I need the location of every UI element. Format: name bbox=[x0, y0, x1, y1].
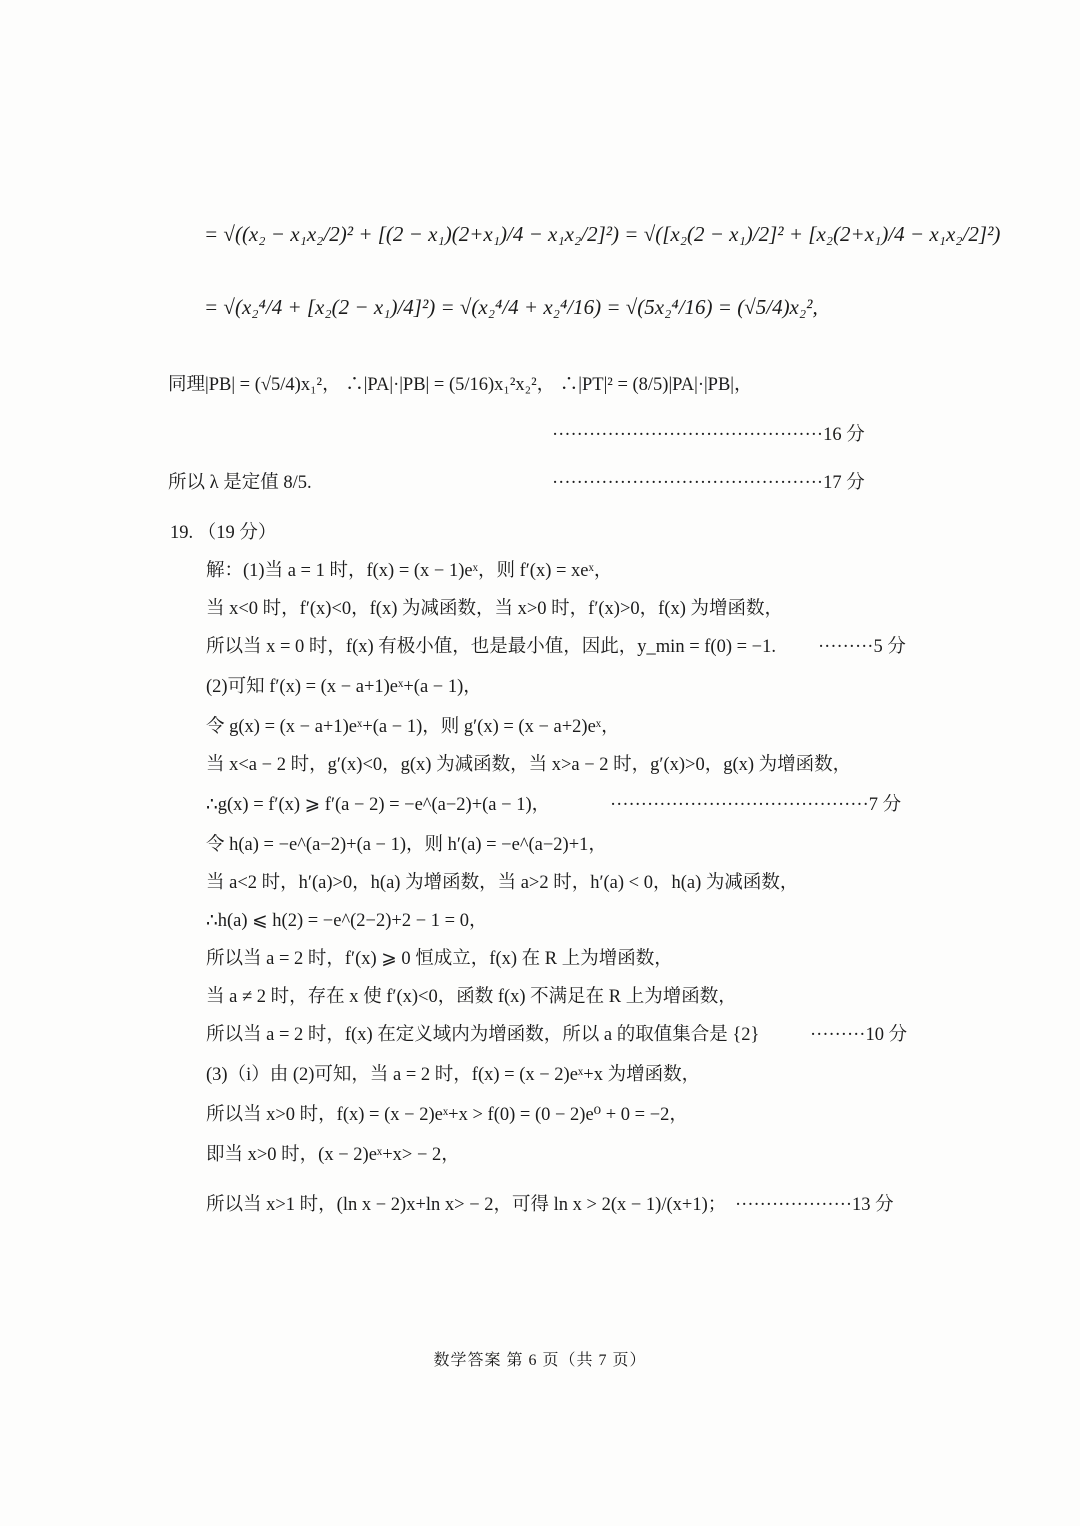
line-text: 当 x<0 时，f′(x)<0，f(x) 为减函数，当 x>0 时，f′(x)>0，f(x) 为增函数， bbox=[206, 599, 784, 619]
line-text: ∴g(x) = f′(x) ⩾ f′(a − 2) = −e^(a−2)+(a − 1)， bbox=[206, 795, 551, 815]
line-text: 解：(1)当 a = 1 时，f(x) = (x − 1)eˣ，则 f′(x) = xeˣ， bbox=[206, 561, 613, 581]
line-text: 所以当 x>0 时，f(x) = (x − 2)eˣ+x > f(0) = (0 − 2)e⁰ + 0 = −2， bbox=[206, 1105, 688, 1125]
line-text: 令 g(x) = (x − a+1)eˣ+(a − 1)，则 g′(x) = (x − a+2)eˣ， bbox=[206, 717, 620, 737]
line-text: 所以当 x = 0 时，f(x) 有极小值，也是最小值，因此，y_min = f(0) = −1. bbox=[206, 637, 776, 657]
line-text: 所以 λ 是定值 8/5. bbox=[168, 473, 312, 493]
line-text: 所以当 a = 2 时，f(x) 在定义域内为增函数，所以 a 的取值集合是 {2} bbox=[206, 1025, 760, 1045]
score-marker: ············································17 分 bbox=[552, 473, 865, 493]
score-marker: ··········································7 分 bbox=[610, 795, 902, 815]
score-marker: ···················13 分 bbox=[735, 1195, 894, 1215]
line-text: 当 x<a − 2 时，g′(x)<0，g(x) 为减函数，当 x>a − 2 时，g′(x)>0，g(x) 为增函数， bbox=[206, 755, 852, 775]
line-text: 即当 x>0 时，(x − 2)eˣ+x> − 2， bbox=[206, 1145, 460, 1165]
line-text: 令 h(a) = −e^(a−2)+(a − 1)，则 h′(a) = −e^(a−2)+1， bbox=[206, 835, 607, 855]
score-marker: ·········10 分 bbox=[810, 1025, 908, 1045]
score-marker: ············································16 分 bbox=[552, 425, 865, 445]
formula-line-1: = √((x₂ − x₁x₂/2)² + [(2 − x₁)(2+x₁)/4 − x₁x₂/2]²) = √([x₂(2 − x₁)/2]² + [x₂(2+x₁)/4 − x₁x₂/2]²) bbox=[204, 222, 1001, 246]
line-text: (2)可知 f′(x) = (x − a+1)eˣ+(a − 1)， bbox=[206, 677, 482, 697]
line-text: (3)（i）由 (2)可知，当 a = 2 时，f(x) = (x − 2)eˣ+x 为增函数， bbox=[206, 1065, 701, 1085]
line-text: 当 a ≠ 2 时，存在 x 使 f′(x)<0，函数 f(x) 不满足在 R 上为增函数， bbox=[206, 987, 737, 1007]
line-text: 所以当 a = 2 时，f′(x) ⩾ 0 恒成立，f(x) 在 R 上为增函数， bbox=[206, 949, 673, 969]
formula-line-2: = √(x₂⁴/4 + [x₂(2 − x₁)/4]²) = √(x₂⁴/4 + x₂⁴/16) = √(5x₂⁴/16) = (√5/4)x₂², bbox=[204, 295, 818, 319]
line-text: 同理|PB| = (√5/4)x₁²， ∴|PA|·|PB| = (5/16)x₁²x₂²， ∴|PT|² = (8/5)|PA|·|PB|， bbox=[168, 375, 753, 395]
line-text: 所以当 x>1 时，(ln x − 2)x+ln x> − 2，可得 ln x > 2(x − 1)/(x+1)； bbox=[206, 1195, 727, 1215]
line-text: ∴h(a) ⩽ h(2) = −e^(2−2)+2 − 1 = 0， bbox=[206, 911, 488, 931]
score-marker: ·········5 分 bbox=[818, 637, 906, 657]
line-text: 当 a<2 时，h′(a)>0，h(a) 为增函数，当 a>2 时，h′(a) < 0，h(a) 为减函数， bbox=[206, 873, 799, 893]
page-footer: 数学答案 第 6 页（共 7 页） bbox=[433, 1352, 647, 1369]
line-text: 19. （19 分） bbox=[170, 523, 277, 543]
